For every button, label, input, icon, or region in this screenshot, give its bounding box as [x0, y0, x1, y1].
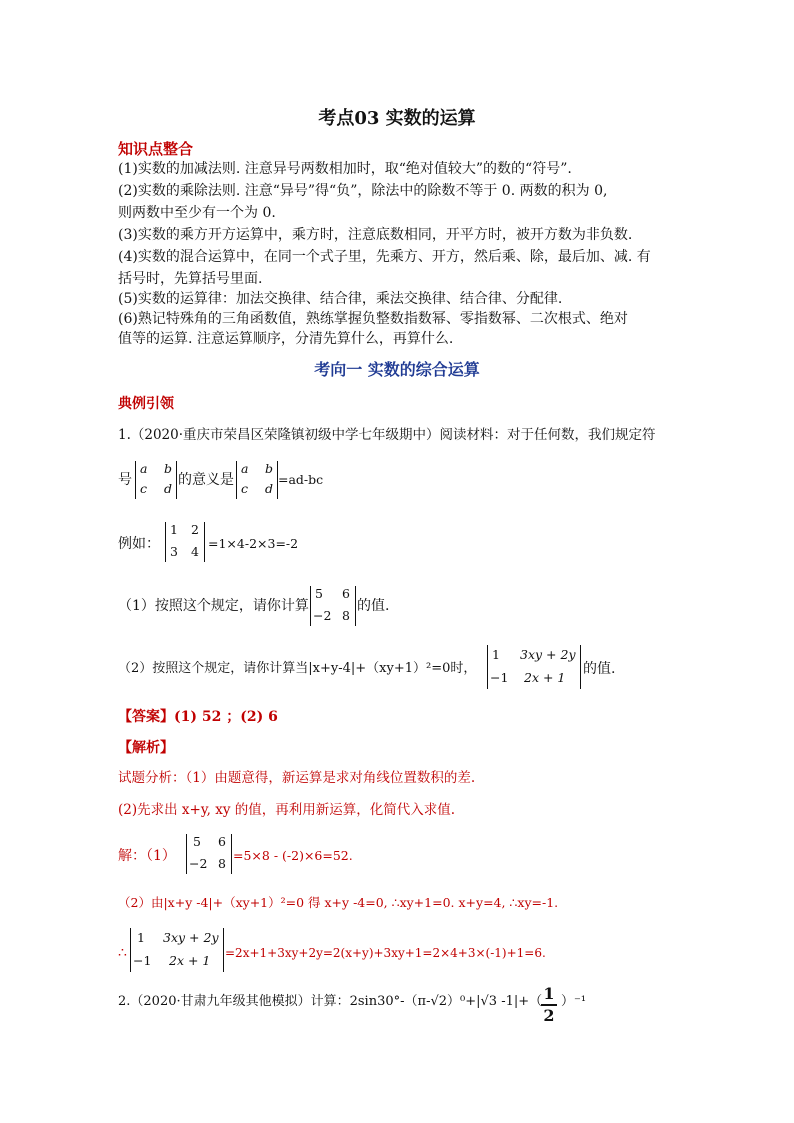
fraction-denominator: 2 — [541, 1004, 557, 1025]
knowledge-line: 则两数中至少有一个为 0. — [118, 205, 276, 221]
knowledge-line: (6)熟记特殊角的三角函数值，熟练掌握负整数指数幂、零指数幂、二次根式、绝对 — [118, 311, 628, 327]
q1-def-mid: 的意义是 — [178, 472, 234, 488]
determinant-solution3 — [130, 928, 224, 972]
det-entry: 2x + 1 — [169, 953, 211, 968]
analysis-line: 试题分析：（1）由题意得，新运算是求对角线位置数积的差. — [118, 770, 476, 786]
fraction-one-half — [541, 984, 557, 1025]
det-entry: b — [164, 461, 173, 476]
knowledge-heading: 知识点整合 — [118, 140, 194, 158]
det-entry: a — [140, 461, 148, 476]
q1-part2-suffix: 的值. — [583, 661, 616, 677]
analysis-line: (2)先求出 x+y, xy 的值，再利用新运算，化简代入求值. — [118, 802, 456, 818]
determinant-abcd-2 — [236, 461, 278, 499]
knowledge-line: (4)实数的混合运算中，在同一个式子里，先乘方、开方，然后乘、除，最后加、减. 有 — [118, 249, 651, 265]
page-title: 考点03 实数的运算 — [318, 108, 476, 129]
solution-3-prefix: ∴ — [118, 945, 127, 961]
solution-3-suffix: =2x+1+3xy+2y=2(x+y)+3xy+1=2×4+3×(-1)+1=6. — [225, 946, 546, 960]
solution-2: （2）由|x+y -4|+（xy+1）²=0 得 x+y -4=0, ∴xy+1=0. x+y=4, ∴xy=-1. — [118, 895, 559, 910]
det-entry: c — [241, 481, 249, 496]
det-entry: 5 — [315, 586, 323, 601]
det-entry: 3xy + 2y — [520, 647, 576, 662]
det-entry: 6 — [218, 834, 226, 849]
q1-example-prefix: 例如： — [118, 536, 160, 552]
q2-tail: ）⁻¹ — [561, 994, 587, 1009]
det-entry: 1 — [137, 930, 145, 945]
det-entry: 3xy + 2y — [163, 930, 219, 945]
q1-example-suffix: =1×4-2×3=-2 — [208, 536, 299, 551]
knowledge-line: 括号时，先算括号里面. — [118, 271, 263, 287]
determinant-abcd — [135, 461, 177, 499]
det-entry: 1 — [170, 522, 178, 537]
det-entry: a — [241, 461, 249, 476]
section-title: 考向一 实数的综合运算 — [314, 360, 480, 379]
example-heading: 典例引领 — [118, 396, 174, 412]
q2-text: 2.（2020·甘肃九年级其他模拟）计算：2sin30°-（π-√2）⁰+|√3 -1|+（ — [118, 994, 543, 1009]
determinant-solution1 — [186, 834, 232, 874]
det-entry: −1 — [490, 670, 509, 685]
analysis-heading: 【解析】 — [118, 740, 174, 756]
det-entry: d — [265, 481, 274, 496]
knowledge-line: (2)实数的乘除法则. 注意“异号”得“负”，除法中的除数不等于 0. 两数的积为 0, — [118, 183, 608, 199]
q1-def-prefix: 号 — [118, 472, 132, 488]
fraction-numerator: 1 — [543, 984, 555, 1003]
det-entry: 1 — [492, 647, 500, 662]
solution-1-suffix: =5×8 - (-2)×6=52. — [233, 848, 353, 863]
det-entry: 8 — [218, 856, 226, 871]
det-entry: b — [265, 461, 274, 476]
answer: 【答案】(1) 52 ；(2) 6 — [118, 709, 278, 725]
knowledge-line: 值等的运算. 注意运算顺序，分清先算什么，再算什么. — [118, 331, 454, 347]
det-entry: 5 — [193, 834, 201, 849]
q1-part1-suffix: 的值. — [357, 598, 390, 614]
q1-def-suffix: =ad-bc — [278, 472, 324, 487]
det-entry: 6 — [342, 586, 350, 601]
det-entry: 3 — [170, 544, 178, 559]
q1-intro: 1.（2020·重庆市荣昌区荣隆镇初级中学七年级期中）阅读材料：对于任何数，我们规定符 — [118, 427, 656, 443]
solution-1-prefix: 解：（1） — [118, 848, 176, 864]
det-entry: c — [140, 481, 148, 496]
determinant-part1 — [310, 586, 356, 626]
knowledge-line: (3)实数的乘方开方运算中，乘方时，注意底数相同，开平方时，被开方数为非负数. — [118, 227, 633, 243]
determinant-example — [165, 522, 205, 562]
det-entry: d — [164, 481, 173, 496]
det-entry: 4 — [191, 544, 199, 559]
det-entry: 8 — [342, 608, 350, 623]
knowledge-line: (5)实数的运算律：加法交换律、结合律，乘法交换律、结合律、分配律. — [118, 291, 563, 307]
det-entry: 2 — [191, 522, 199, 537]
det-entry: −2 — [189, 856, 208, 871]
det-entry: −2 — [313, 608, 332, 623]
det-entry: −1 — [133, 953, 152, 968]
knowledge-line: (1)实数的加减法则. 注意异号两数相加时，取“绝对值较大”的数的“符号”. — [118, 161, 572, 177]
q1-part1-prefix: （1）按照这个规定，请你计算 — [118, 598, 309, 614]
det-entry: 2x + 1 — [524, 670, 566, 685]
determinant-part2 — [487, 645, 581, 689]
q1-part2-prefix: （2）按照这个规定，请你计算当|x+y-4|+（xy+1）²=0时， — [118, 661, 477, 676]
